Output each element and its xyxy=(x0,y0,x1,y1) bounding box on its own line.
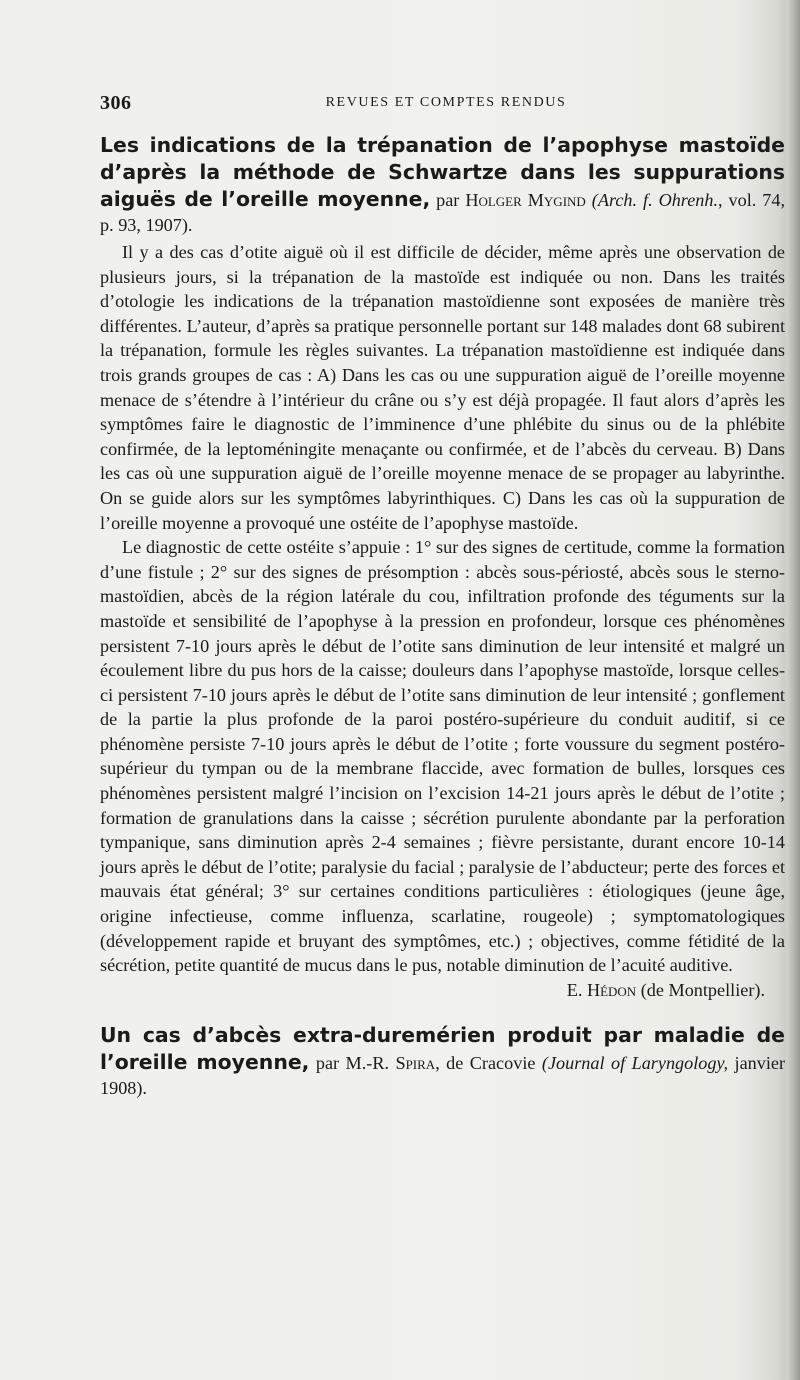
body-paragraph-2: Le diagnostic de cette ostéite s’appuie : 1° sur des signes de certitude, comme la formation d’une fistule ; 2° sur des signes de présomption : abcès sous-périosté, abcès sous le sterno-mastoïdien, abcès de la région latérale du cou, infiltration profonde des téguments sur la mastoïde et sensibilité de l’apophyse à la pression en profondeur, lorsque ces phénomènes persistent 7-10 jours après le début de l’otite sans diminution de leur intensité et malgré un écoulement libre du pus hors de la caisse; douleurs dans l’apophyse mastoïde, lorsque celles-ci persistent 7-10 jours après le début de l’otite sans diminution de leur intensité ; gonflement de la partie la plus profonde de la paroi postéro-supérieure du conduit auditif, si ce phénomène persiste 7-10 jours après le début de l’otite ; forte voussure du segment postéro-supérieur du tympan ou de la membrane flaccide, avec formation de bulles, lorsques ces phénomènes persistent malgré l’incision on l’excision 14-21 jours après le début de l’otite ; formation de granulations dans la caisse ; sécrétion purulente abondante par la perforation tympanique, sans diminution après 2-4 semaines ; fièvre persistante, durant encore 10-14 jours après le début de l’otite; paralysie du facial ; paralysie de l’abducteur; perte des forces et mauvais état général; 3° sur certaines conditions particulières : étiologiques (jeune âge, origine infectieuse, comme influenza, scarlatine, rougeole) ; symptomatologiques (développement rapide et bruyant des symptômes, etc.) ; objectives, comme fétidité de la sécrétion, petite quantité de mucus dans le pus, notable diminution de l’acuité auditive. xyxy=(100,537,785,976)
page-body xyxy=(100,132,785,1103)
author-name: Spira xyxy=(395,1053,436,1074)
page-edge-shadow xyxy=(786,0,800,1380)
signature-place: (de Montpellier). xyxy=(636,979,765,1000)
body-paragraph-1: Il y a des cas d’otite aiguë où il est difficile de décider, même après une observation de plusieurs jours, si la trépanation de la mastoïde est indiquée ou non. Dans les traités d’otologie les indications de la trépanation mastoïdienne sont exposées de manière très différentes. L’auteur, d’après sa pratique personnelle portant sur 148 malades dont 68 subirent la trépanation, formule les règles suivantes. La trépanation mastoïdienne est indiquée dans trois grands groupes de cas : A) Dans les cas ou une suppuration aiguë de l’oreille moyenne menace de s’étendre à l’intérieur du crâne ou s’y est déjà propagée. Il faut alors d’après les symptômes faire le diagnostic de l’imminence d’une phlébite du sinus ou de la phlébite confirmée, de la leptoméningite menaçante ou confirmée, et de l’abcès du cerveau. B) Dans les cas où une suppuration aiguë de l’oreille moyenne menace de se propager au labyrinthe. On se guide alors sur les symptômes labyrinthiques. C) Dans les cas où la suppuration de l’oreille moyenne a provoqué une ostéite de l’apophyse mastoïde. xyxy=(100,242,785,533)
article-title: Les indications de la trépanation de l’apophyse mastoïde d’après la méthode de Schwartze dans les suppurations aiguës de l’oreille moyenne, xyxy=(100,133,785,211)
signature-name: Hédon xyxy=(586,979,637,1000)
article-heading xyxy=(100,132,785,238)
article-abces xyxy=(100,1022,785,1101)
running-head: REVUES ET COMPTES RENDUS xyxy=(325,95,567,110)
citation-journal: (Journal of Laryngology, xyxy=(541,1053,729,1074)
reviewer-signature xyxy=(100,978,785,1003)
byline-prefix: par xyxy=(430,190,466,210)
article-title: Un cas d’abcès extra-duremérien produit par maladie de l’oreille moyenne, xyxy=(100,1023,785,1075)
citation-details: janvier 1908). xyxy=(100,1053,786,1099)
article-byline xyxy=(430,190,586,210)
article-byline xyxy=(309,1053,535,1073)
page-number: 306 xyxy=(100,92,132,114)
byline-prefix: par M.-R. xyxy=(309,1053,396,1074)
author-name: Holger Mygind xyxy=(465,190,586,210)
signature-initial: E. xyxy=(566,979,587,1000)
citation-details: , vol. 74, p. 93, 1907). xyxy=(100,190,785,235)
page-header xyxy=(100,92,792,116)
article-heading xyxy=(100,1022,785,1101)
citation-journal: (Arch. f. Ohrenh. xyxy=(591,190,719,210)
byline-suffix: , de Cracovie xyxy=(435,1053,536,1074)
article-trepanation xyxy=(100,132,785,1002)
